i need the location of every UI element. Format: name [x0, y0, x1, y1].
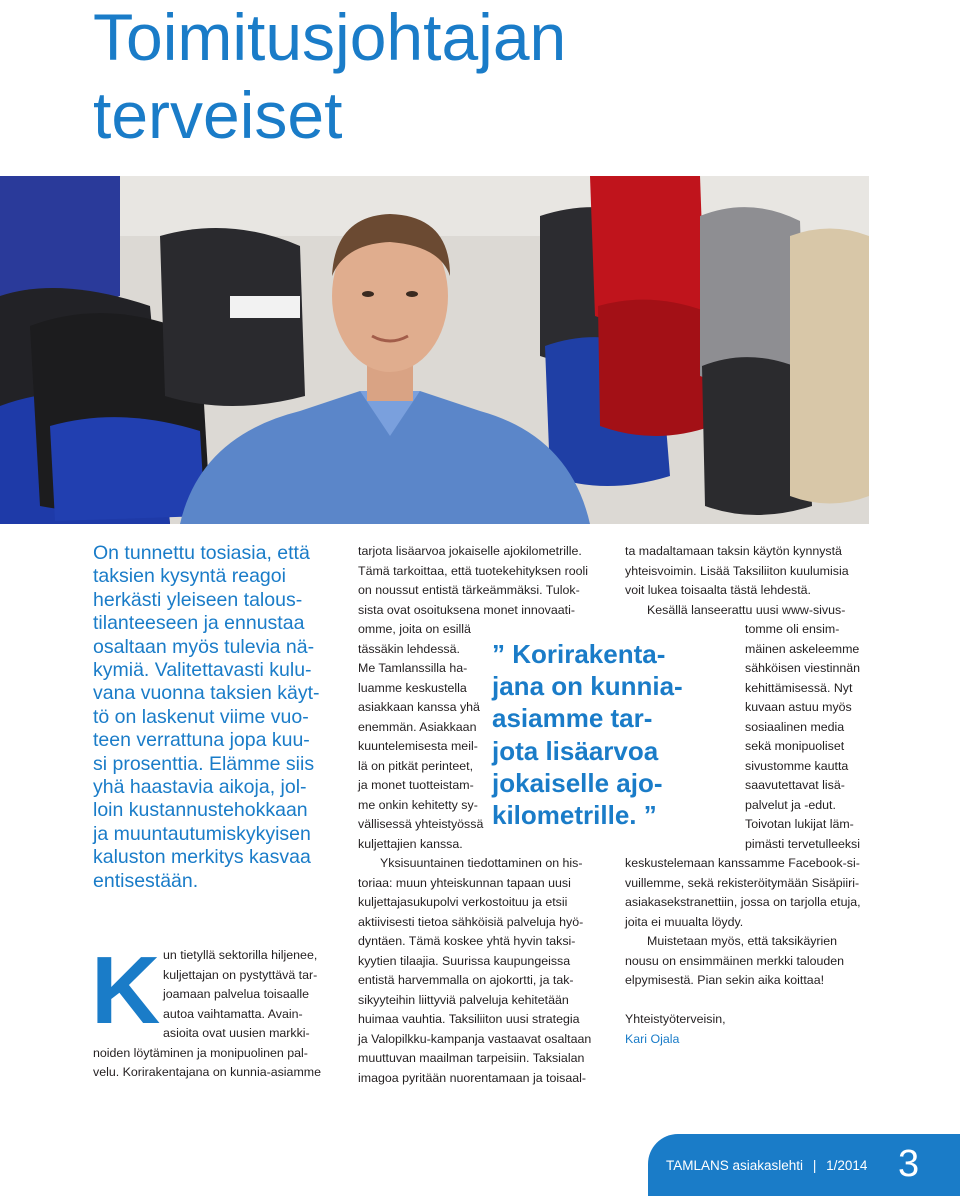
text-line: tarjota lisäarvoa jokaiselle ajokilometrille.	[358, 544, 582, 558]
text-line: imagoa pyritään nuorentamaan ja toisaal-	[358, 1070, 586, 1085]
text-line: sosiaalinen media	[745, 719, 845, 734]
text-line: taksien kysyntä reagoi	[93, 565, 286, 588]
text-line: Yksisuuntainen tiedottaminen on his-	[380, 856, 583, 870]
text-line: kaluston merkitys kasvaa	[93, 846, 311, 869]
text-line: jota lisäarvoa	[492, 735, 659, 766]
text-line: kuljettajan on pystyttävä tar-	[163, 967, 318, 982]
text-line: kilometrille. ”	[492, 800, 657, 831]
footer-publication	[666, 1158, 867, 1173]
text-line: omme, joita on esillä	[358, 622, 471, 636]
text-line: aktiivisesti tietoa sähköisiä palveluja hyö-	[358, 914, 584, 929]
text-line: velu. Korirakentajana on kunnia-asiamme	[93, 1065, 321, 1079]
text-line: ja muuntautumiskykyisen	[93, 822, 311, 845]
text-line: tomme oli ensim-	[745, 622, 840, 636]
text-line: saavutettavat lisä-	[745, 778, 845, 792]
text-line: muuttuvan maailman tarpeisiin. Taksialan	[358, 1051, 585, 1065]
text-line: joamaan palvelua toisaalle	[163, 987, 310, 1001]
publication-name: TAMLANS asiakaslehti	[666, 1158, 804, 1173]
text-line: joita ei muualta löydy.	[625, 914, 744, 929]
text-line: on noussut entistä tärkeämmäksi. Tulok-	[358, 583, 580, 597]
text-line: kuljettajien kanssa.	[358, 836, 463, 851]
text-line: noiden löytäminen ja monipuolinen pal-	[93, 1045, 308, 1060]
text-line: me onkin kehitetty sy-	[358, 797, 478, 812]
text-line: vana vuonna taksien käyt-	[93, 682, 320, 705]
page-number: 3	[898, 1143, 920, 1185]
text-line: ja monet tuotteistam-	[358, 778, 474, 792]
text-line: Toivotan lukijat läm-	[745, 817, 854, 831]
text-line: Tämä tarkoittaa, että tuotekehityksen rooli	[358, 563, 589, 578]
text-line: jana on kunnia-	[492, 671, 683, 702]
text-line: asiakasekstranettiin, jossa on tarjolla etuja,	[625, 895, 861, 909]
text-line: nousu on ensimmäinen merkki talouden	[625, 953, 845, 968]
page-title	[93, 0, 853, 154]
text-line: osaltaan myös tulevia nä-	[93, 635, 315, 658]
text-line: enemmän. Asiakkaan	[358, 719, 477, 734]
text-line: Me Tamlanssilla ha-	[358, 661, 468, 675]
text-line: herkästi yleiseen talous-	[93, 588, 303, 611]
text-line: elpymisestä. Pian sekin aika koittaa!	[625, 973, 825, 987]
text-line: asiakkaan kanssa yhä	[358, 700, 480, 714]
signature-name: Kari Ojala	[625, 1031, 680, 1046]
text-line: kymiä. Valitettavasti kulu-	[93, 659, 312, 682]
text-line: sekä monipuoliset	[745, 739, 845, 753]
text-line: huimaa vauhtia. Taksiliiton uusi strategia	[358, 1012, 580, 1026]
text-line: vällisessä yhteistyössä	[358, 817, 484, 831]
text-line: yhä haastavia aikoja, jol-	[93, 776, 307, 799]
photo-illustration	[0, 176, 869, 524]
closing-line: Yhteistyöterveisin,	[625, 1012, 726, 1026]
body-column-1	[91, 937, 343, 1083]
column-2-paragraph-2	[358, 854, 608, 1088]
text-line: ja Valopilkku-kampanja vastaavat osaltaan	[358, 1031, 592, 1046]
issue-number: 1/2014	[826, 1158, 868, 1173]
column-3-paragraph-1	[625, 542, 875, 601]
text-line: palvelut ja -edut.	[745, 797, 836, 812]
page-footer	[648, 1134, 960, 1196]
text-line: toriaa: muun yhteiskunnan tapaan uusi	[358, 875, 571, 890]
text-line: pimästi tervetulleeksi	[745, 836, 861, 851]
text-line: tässäkin lehdessä.	[358, 641, 460, 656]
text-line: tilanteeseen ja ennustaa	[93, 612, 305, 635]
text-line: kehittämisessä. Nyt	[745, 680, 853, 695]
text-line: luamme keskustella	[358, 680, 467, 695]
text-line: sivustomme kautta	[745, 758, 849, 773]
text-line: kyytien tilaajia. Suurissa kaupungeissa	[358, 953, 571, 968]
text-line: jokaiselle ajo-	[492, 767, 663, 798]
text-line: yhteisvoimin. Lisää Taksiliiton kuulumisia	[625, 563, 849, 578]
column-3-paragraph-2	[625, 601, 875, 933]
text-line: Kesällä lanseerattu uusi www-sivus-	[647, 602, 846, 617]
text-line: mäinen askeleemme	[745, 641, 860, 656]
text-line: un tietyllä sektorilla hiljenee,	[163, 948, 318, 962]
text-line: ta madaltamaan taksin käytön kynnystä	[625, 544, 842, 558]
text-line: teen verrattuna jopa kuu-	[93, 729, 310, 752]
text-line: sista ovat osoituksena monet innovaati-	[358, 602, 575, 617]
title-line-2: terveiset	[93, 78, 343, 152]
title-line-1: Toimitusjohtajan	[93, 0, 567, 74]
text-line: sähköisen viestinnän	[745, 661, 861, 675]
text-line: asioita ovat uusien markki-	[163, 1026, 310, 1040]
text-line: kuuntelemisesta meil-	[358, 739, 478, 753]
text-line: sikyyteihin liittyviä palveluja kehitetään	[358, 992, 569, 1007]
intro-lead	[93, 542, 343, 893]
text-line: dyntäen. Tämä koskee yhtä hyvin taksi-	[358, 934, 576, 948]
column-3-paragraph-3	[625, 932, 875, 991]
text-line: entisestään.	[93, 869, 199, 892]
column-1-text	[91, 937, 343, 1083]
text-line: kuvaan astuu myös	[745, 700, 852, 714]
body-column-3	[625, 542, 875, 1049]
drop-cap: K	[91, 937, 161, 1044]
text-line: kuljettajasukupolvi verkostoituu ja etsii	[358, 895, 568, 909]
text-line: voit lukea toisaalta tästä lehdestä.	[625, 583, 811, 597]
intro-paragraph	[93, 542, 343, 893]
text-line: vuillemme, sekä rekisteröitymään Sisäpiiri-	[625, 875, 860, 890]
text-line: keskustelemaan kanssamme Facebook-si-	[625, 856, 860, 870]
text-line: lä on pitkät perinteet,	[358, 758, 474, 773]
ceo-photo	[0, 176, 869, 524]
text-line: tö on laskenut viime vuo-	[93, 705, 309, 728]
text-line: On tunnettu tosiasia, että	[93, 542, 310, 564]
text-line: entistä harvemmalla on ajokortti, ja tak-	[358, 973, 574, 987]
text-line: asiamme tar-	[492, 703, 653, 734]
text-line: autoa vaihtamatta. Avain-	[163, 1006, 303, 1021]
footer-separator: |	[812, 1158, 817, 1173]
text-line: Muistetaan myös, että taksikäyrien	[647, 934, 838, 948]
text-line: si prosenttia. Elämme siis	[93, 752, 315, 775]
text-line: ” Korirakenta-	[492, 639, 666, 669]
text-line: loin kustannustehokkaan	[93, 799, 308, 822]
